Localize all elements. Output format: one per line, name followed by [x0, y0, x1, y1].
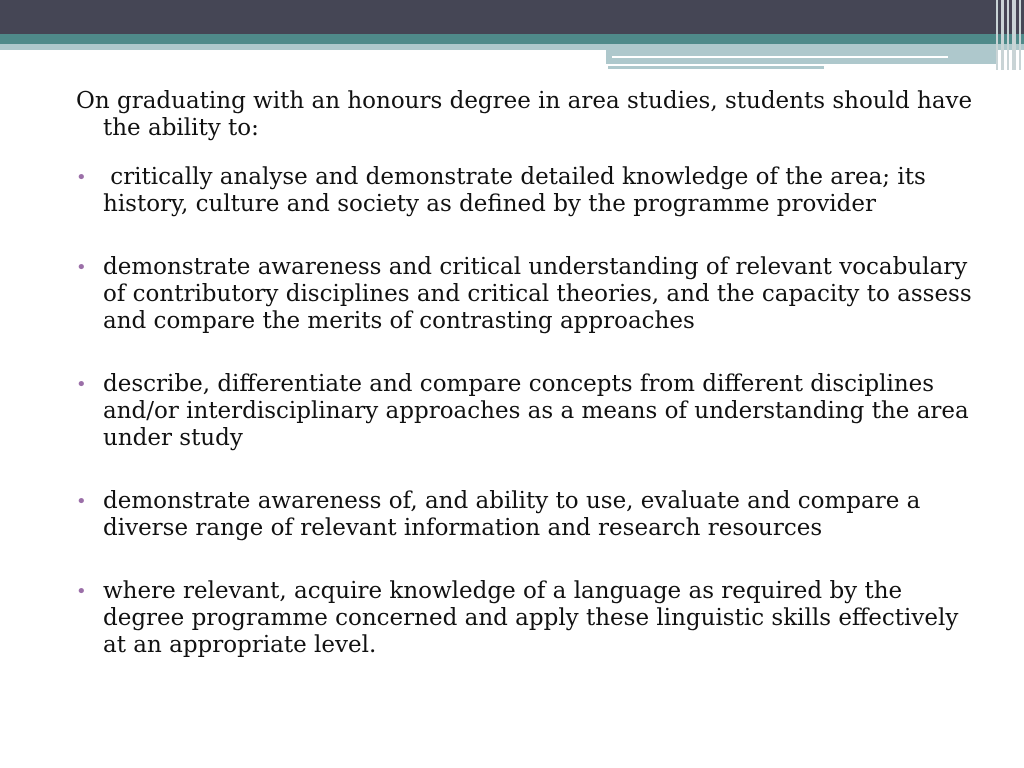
bullet-icon: •: [76, 257, 87, 278]
bullet-icon: •: [76, 167, 87, 188]
header-tab-accent: [608, 66, 824, 69]
bullet-icon: •: [76, 581, 87, 602]
list-item-text: demonstrate awareness of, and ability to use, evaluate and compare a diverse range of relevant information and research resources: [103, 488, 921, 541]
list-item: [76, 254, 976, 335]
bullet-icon: •: [76, 374, 87, 395]
bullet-icon: •: [76, 491, 87, 512]
list-item: [76, 371, 976, 452]
list-item-text: describe, differentiate and compare concepts from different disciplines and/or interdisciplinary approaches as a means of understanding the area under study: [103, 371, 969, 451]
header-tab-decoration: [606, 44, 996, 64]
header-bar-teal: [0, 34, 1024, 44]
list-item: [76, 488, 976, 542]
list-item: [76, 164, 976, 218]
list-item-text: demonstrate awareness and critical understanding of relevant vocabulary of contributory disciplines and critical theories, and the capacity to assess and compare the merits of contrasting approaches: [103, 254, 972, 334]
intro-text: On graduating with an honours degree in area studies, students should have the ability to:: [76, 88, 973, 141]
list-item: [76, 578, 976, 659]
bullet-list: [76, 164, 976, 659]
list-item-text: critically analyse and demonstrate detailed knowledge of the area; its history, culture and society as defined by the programme provider: [103, 164, 926, 217]
slide-body: [76, 88, 976, 695]
corner-stripes-decoration: [994, 0, 1024, 70]
header-bar-dark: [0, 0, 1024, 34]
header-tab-line: [612, 56, 948, 58]
list-item-text: where relevant, acquire knowledge of a language as required by the degree programme concerned and apply these linguistic skills effectively at an appropriate level.: [103, 578, 959, 658]
